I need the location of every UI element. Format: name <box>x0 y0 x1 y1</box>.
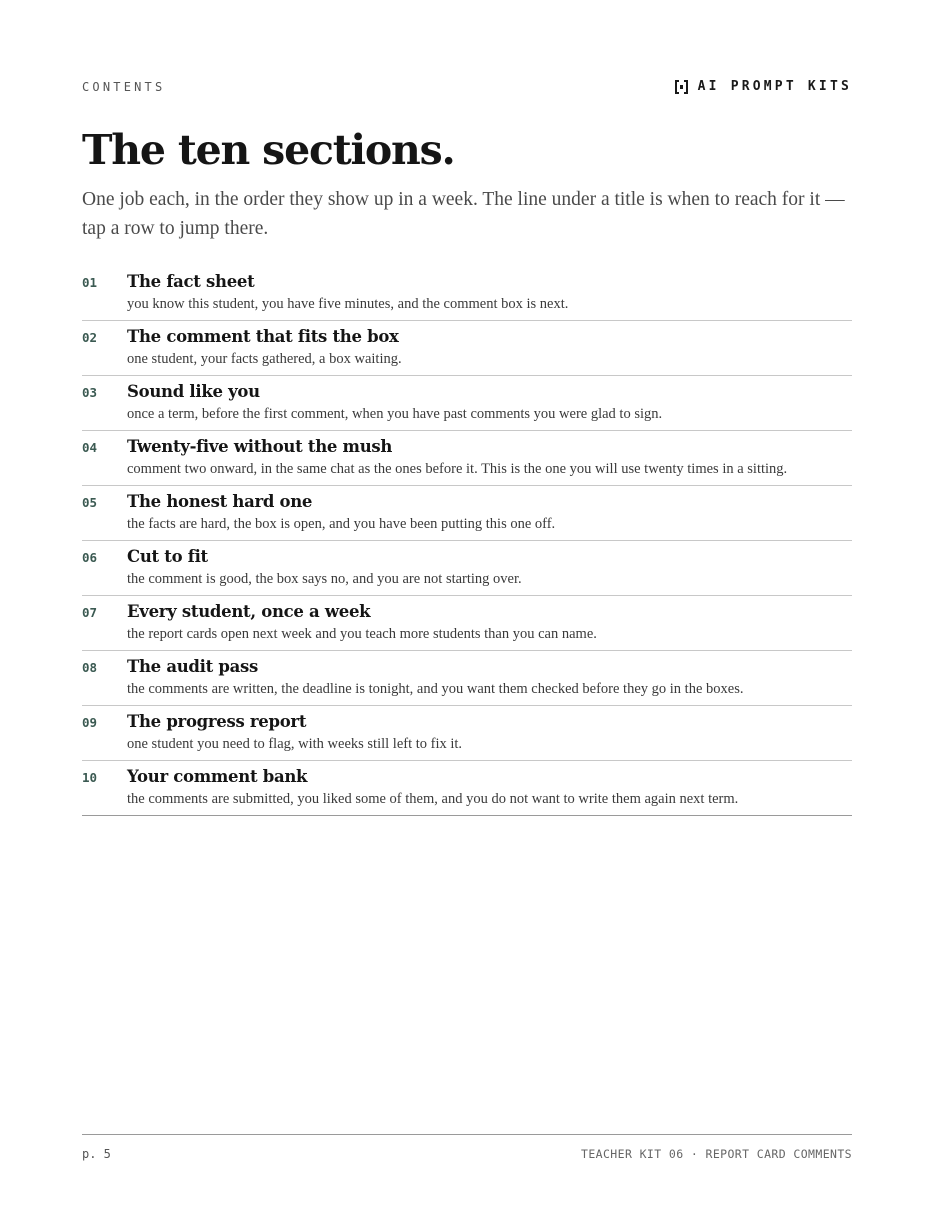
toc-row[interactable] <box>82 651 852 706</box>
contents-list <box>82 266 852 816</box>
section-description: once a term, before the first comment, when you have past comments you were glad to sign. <box>127 406 663 422</box>
kit-label: TEACHER KIT 06 · REPORT CARD COMMENTS <box>581 1147 852 1161</box>
section-title: The fact sheet <box>127 272 255 291</box>
section-number: 01 <box>82 275 98 290</box>
toc-row[interactable] <box>82 761 852 816</box>
top-bar <box>82 80 852 98</box>
section-title: Twenty-five without the mush <box>127 437 393 456</box>
section-title: Cut to fit <box>127 547 208 566</box>
section-title: Every student, once a week <box>127 602 371 621</box>
footer-divider <box>82 1134 852 1135</box>
section-label: CONTENTS <box>82 80 166 94</box>
section-description: one student, your facts gathered, a box waiting. <box>127 351 402 367</box>
section-number: 06 <box>82 550 98 565</box>
page-title: The ten sections. <box>82 126 455 174</box>
toc-row[interactable] <box>82 266 852 321</box>
section-description: the comments are submitted, you liked some of them, and you do not want to write them again next term. <box>127 791 739 807</box>
toc-row[interactable] <box>82 376 852 431</box>
toc-row[interactable] <box>82 431 852 486</box>
toc-row[interactable] <box>82 706 852 761</box>
section-title: The progress report <box>127 712 307 731</box>
brand <box>675 79 852 94</box>
section-description: one student you need to flag, with weeks still left to fix it. <box>127 736 463 752</box>
section-description: you know this student, you have five minutes, and the comment box is next. <box>127 296 569 312</box>
section-description: the comment is good, the box says no, and you are not starting over. <box>127 571 522 587</box>
section-description: the comments are written, the deadline is tonight, and you want them checked before they go in the boxes. <box>127 681 744 697</box>
section-number: 07 <box>82 605 98 620</box>
section-description: the facts are hard, the box is open, and you have been putting this one off. <box>127 516 556 532</box>
page-number: p. 5 <box>82 1147 111 1161</box>
toc-row[interactable] <box>82 541 852 596</box>
brand-name: AI PROMPT KITS <box>697 79 852 94</box>
section-number: 03 <box>82 385 98 400</box>
bracket-logo-icon <box>675 80 688 93</box>
section-number: 10 <box>82 770 98 785</box>
section-title: Your comment bank <box>127 767 308 786</box>
section-number: 05 <box>82 495 98 510</box>
toc-row[interactable] <box>82 486 852 541</box>
section-title: The comment that fits the box <box>127 327 399 346</box>
section-number: 08 <box>82 660 98 675</box>
section-number: 04 <box>82 440 98 455</box>
section-title: The audit pass <box>127 657 258 676</box>
section-title: Sound like you <box>127 382 260 401</box>
section-description: comment two onward, in the same chat as the ones before it. This is the one you will use twenty times in a sitting. <box>127 461 788 477</box>
intro-text: One job each, in the order they show up in a week. The line under a title is when to reach for it — tap a row to jump there. <box>82 189 845 239</box>
section-number: 09 <box>82 715 98 730</box>
section-number: 02 <box>82 330 98 345</box>
section-title: The honest hard one <box>127 492 313 511</box>
toc-row[interactable] <box>82 321 852 376</box>
section-description: the report cards open next week and you teach more students than you can name. <box>127 626 597 642</box>
toc-row[interactable] <box>82 596 852 651</box>
page <box>82 0 852 1210</box>
